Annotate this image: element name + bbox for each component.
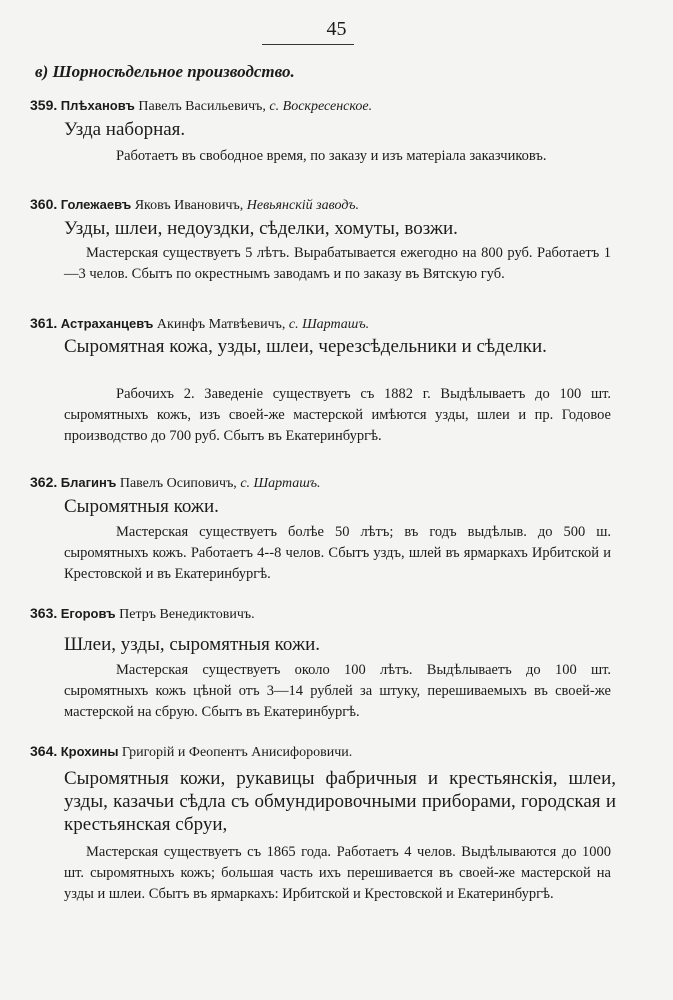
entry-heading <box>30 97 372 115</box>
entry-description <box>64 384 611 447</box>
entry-description-text: Работаетъ въ свободное время, по заказу и изъ матеріала заказчиковъ. <box>116 148 547 164</box>
entry-surname: Крохины <box>60 744 119 759</box>
section-title: в) Шорносѣдельное производство. <box>35 62 295 81</box>
entry-description-text: Мастерская существуетъ 5 лѣтъ. Вырабатывается ежегодно на 800 руб. Работаетъ 1—3 челов. Сбытъ по окрестнымъ заводамъ и по заказу въ Вятскую губ. <box>64 245 611 282</box>
entry-given-name: Петръ Венедиктовичъ. <box>119 607 255 622</box>
entry-products: Узды, шлеи, недоуздки, сѣделки, хомуты, возжи. <box>64 218 458 239</box>
entry-number: 363. <box>30 605 58 621</box>
entry-given-name: Григорій и Феопентъ Анисифоровичи. <box>121 745 353 760</box>
entry-heading <box>30 196 359 214</box>
entry-place: с. Шарташъ. <box>240 476 321 491</box>
entry-place: с. Шарташъ. <box>288 317 370 332</box>
entry-products: Узда наборная. <box>64 119 186 140</box>
entry-products: Сыромятныя кожи. <box>64 496 219 517</box>
entry-number: 364. <box>30 743 58 759</box>
entry-description <box>64 660 611 723</box>
entry-given-name: Павелъ Осиповичъ, <box>119 476 237 491</box>
entry-surname: Благинъ <box>60 475 117 490</box>
entry-description <box>64 522 611 585</box>
entry-heading <box>30 605 255 623</box>
entry-heading <box>30 474 321 492</box>
entry-description <box>64 146 611 167</box>
entry-heading <box>30 315 369 333</box>
entry-number: 362. <box>30 474 58 490</box>
entry-number: 359. <box>30 97 58 113</box>
entry-products: Сыромятная кожа, узды, шлеи, черезсѣдельники и сѣделки. <box>64 336 547 357</box>
entry-place: Невьянскій заводъ. <box>246 198 359 213</box>
entry-number: 361. <box>30 315 58 331</box>
entry-products: Сыромятныя кожи, рукавицы фабричныя и крестьянскія, шлеи, узды, казачьи сѣдла съ обмундировочными приборами, городская и крестьянская сбруи, <box>64 768 616 835</box>
entry-description-text: Мастерская существуетъ около 100 лѣтъ. Выдѣлываетъ до 100 шт. сыромятныхъ кожъ цѣной отъ 3—14 рублей за штуку, перешиваемыхъ въ своей-же мастерской на сбрую. Сбытъ въ Екатеринбургѣ. <box>64 662 611 720</box>
entry-description <box>64 842 611 905</box>
entry-products: Шлеи, узды, сыромятныя кожи. <box>64 634 321 655</box>
entry-heading <box>30 743 352 761</box>
entry-surname: Астраханцевъ <box>60 316 154 331</box>
entry-given-name: Павелъ Васильевичъ, <box>138 99 266 114</box>
entry-given-name: Яковъ Ивановичъ, <box>134 198 244 213</box>
entry-surname: Плѣхановъ <box>60 98 135 113</box>
entry-description-text: Рабочихъ 2. Заведеніе существуетъ съ 1882 г. Выдѣлываетъ до 100 шт. сыромятныхъ кожъ, изъ своей-же мастерской имѣются узды, шлеи и пр. Годовое производство до 700 руб. Сбытъ въ Екатеринбургѣ. <box>64 386 611 444</box>
entry-number: 360. <box>30 196 58 212</box>
entry-given-name: Акинфъ Матвѣевичъ, <box>156 317 286 332</box>
entry-place: с. Воскресенское. <box>269 99 373 114</box>
page-number: 45 <box>326 18 347 40</box>
entry-description-text: Мастерская существуетъ болѣе 50 лѣтъ; въ годъ выдѣлыв. до 500 ш. сыромятныхъ кожъ. Работаетъ 4--8 челов. Сбытъ уздъ, шлей въ ярмаркахъ Ирбитской и Крестовской и въ Екатеринбургѣ. <box>64 524 611 582</box>
entry-description-text: Мастерская существуетъ съ 1865 года. Работаетъ 4 челов. Выдѣлываются до 1000 шт. сыромятныхъ кожъ; большая часть ихъ перешивается въ своей-же мастерской на узды и шлеи. Сбытъ въ ярмаркахъ: Ирбитской и Крестовской и Екатеринбургѣ. <box>64 844 611 902</box>
entry-surname: Егоровъ <box>60 606 116 621</box>
entry-description <box>64 243 611 285</box>
page-number-rule <box>262 44 354 45</box>
entry-surname: Голежаевъ <box>60 197 132 212</box>
